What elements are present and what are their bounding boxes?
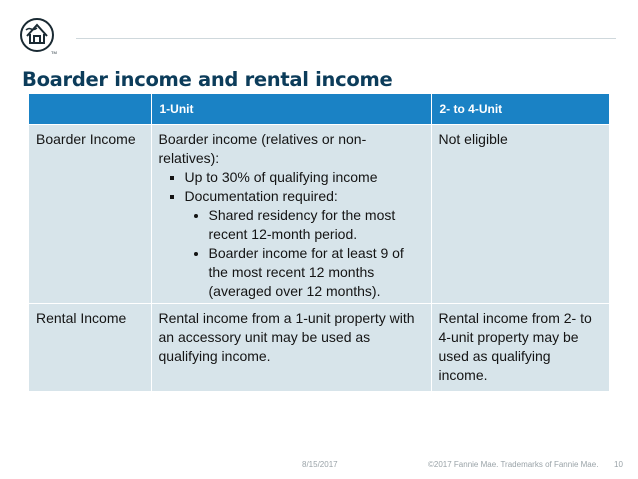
bullet-text: Documentation required: (184, 187, 338, 204)
boarder-income-intro: Boarder income (relatives or non-relatives): (158, 130, 367, 166)
svg-text:TM: TM (51, 50, 57, 55)
row-label-boarder-income: Boarder Income (29, 124, 151, 303)
bullet-item (185, 187, 425, 301)
header-rule (76, 38, 616, 39)
header-cell-1-unit: 1-Unit (151, 94, 431, 124)
table-header-row (29, 94, 609, 124)
footer-date: 8/15/2017 (302, 460, 338, 469)
sub-bullet-item: • Shared residency for the most recent 12-month period. (209, 206, 425, 244)
fannie-mae-house-logo-icon (18, 14, 60, 56)
table-row-boarder-income (29, 124, 609, 303)
page-title: Boarder income and rental income (22, 68, 393, 91)
table-row-rental-income (29, 303, 609, 391)
income-table (29, 94, 609, 391)
boarder-income-bullets (159, 168, 425, 301)
header-cell-blank (29, 94, 151, 124)
rental-income-1-unit-cell: Rental income from a 1-unit property with an accessory unit may be used as qualifying income. (151, 303, 431, 391)
bullet-item: ▪ Up to 30% of qualifying income (185, 168, 425, 187)
row-label-rental-income: Rental Income (29, 303, 151, 391)
footer-copyright: ©2017 Fannie Mae. Trademarks of Fannie Mae. (428, 460, 599, 469)
sub-bullet-item: • Boarder income for at least 9 of the most recent 12 months (averaged over 12 months). (209, 244, 425, 301)
documentation-sub-bullets (185, 206, 425, 301)
boarder-income-1-unit-cell (151, 124, 431, 303)
rental-income-2-to-4-unit-cell: Rental income from 2- to 4-unit property may be used as qualifying income. (431, 303, 609, 391)
page-number: 10 (614, 460, 623, 469)
boarder-income-2-to-4-unit-cell: Not eligible (431, 124, 609, 303)
header-cell-2-to-4-unit: 2- to 4-Unit (431, 94, 609, 124)
